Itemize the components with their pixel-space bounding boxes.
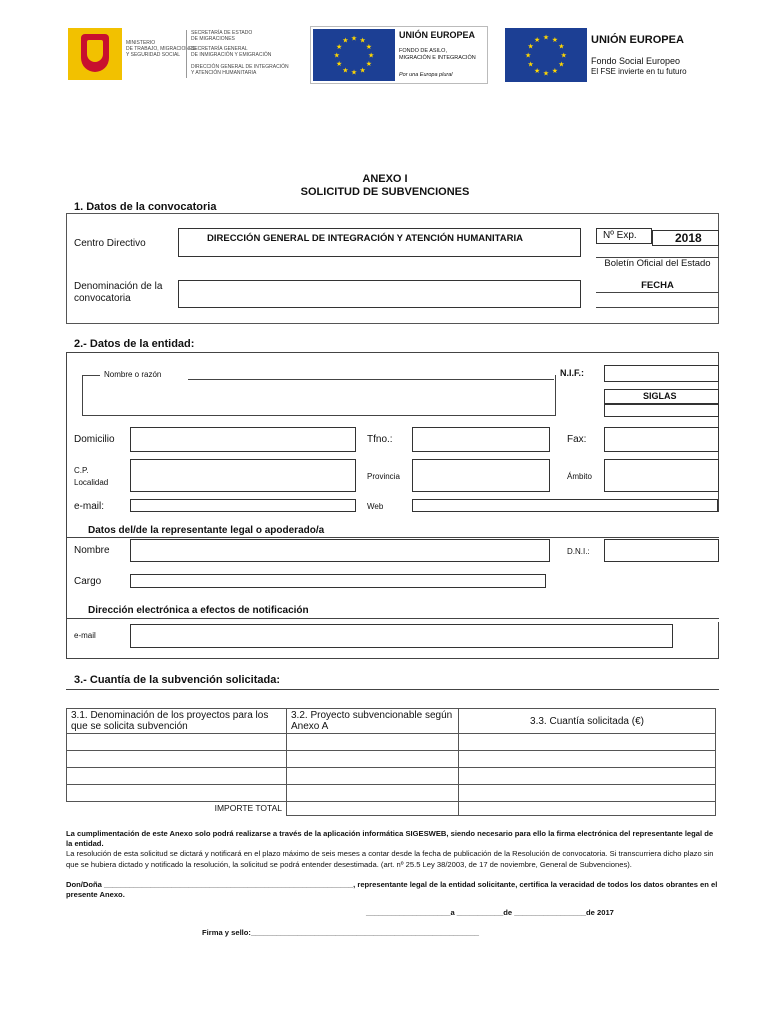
- secretariat-line: Y ATENCIÓN HUMANITARIA: [191, 70, 257, 76]
- ministry-line: Y SEGURIDAD SOCIAL: [126, 52, 181, 58]
- fax-label: Fax:: [567, 434, 587, 445]
- eu-star-icon: ★: [335, 61, 343, 69]
- dni-label: D.N.I.:: [567, 547, 590, 556]
- certification-text: Don/Doña ___________________________________________________________, representante legal de la entidad solicitante, certifica la veracidad de todos los datos obrantes en el presente Anexo.: [66, 879, 718, 900]
- nif-field[interactable]: [604, 365, 719, 382]
- notif-email-label: e-mail: [74, 631, 96, 640]
- eu-star-icon: ★: [365, 43, 373, 51]
- eu-star-icon: ★: [551, 37, 559, 45]
- eu-star-icon: ★: [560, 52, 567, 60]
- localidad-label: Localidad: [74, 478, 109, 487]
- eu-title: UNIÓN EUROPEA: [591, 34, 684, 46]
- secretariat-line: SECRETARÍA DE ESTADO: [191, 30, 253, 36]
- eu-star-icon: ★: [525, 52, 532, 60]
- dni-field[interactable]: [604, 539, 719, 562]
- eu-star-icon: ★: [365, 61, 373, 69]
- nombre-razon-label: Nombre o razón: [104, 370, 162, 379]
- eu-star-icon: ★: [342, 37, 349, 45]
- boletin-label: Boletín Oficial del Estado: [604, 258, 711, 269]
- nombre-razon-field[interactable]: [82, 375, 556, 416]
- col-projects-header: 3.1. Denominación de los proyectos para los que se solicita subvención: [67, 709, 287, 734]
- domicilio-field[interactable]: [130, 427, 356, 452]
- eu-flag-icon: [505, 28, 587, 82]
- eu-star-icon: ★: [350, 35, 358, 43]
- nif-label: N.I.F.:: [560, 368, 584, 378]
- cp-label: C.P.: [74, 466, 89, 475]
- eu-star-icon: ★: [359, 37, 366, 45]
- table-row[interactable]: [67, 751, 716, 768]
- eu-flag-icon: [313, 29, 395, 81]
- eu-star-icon: ★: [333, 52, 340, 60]
- centro-directivo-value: DIRECCIÓN GENERAL DE INTEGRACIÓN Y ATENCIÓN HUMANITARIA: [207, 233, 523, 244]
- ambito-label: Ámbito: [567, 472, 592, 481]
- denominacion-label: Denominación de la convocatoria: [74, 281, 163, 304]
- eu-star-icon: ★: [527, 43, 534, 51]
- section-2-heading: 2.- Datos de la entidad:: [74, 338, 195, 350]
- eu-star-icon: ★: [533, 37, 541, 45]
- table-row[interactable]: [67, 785, 716, 802]
- tfno-field[interactable]: [412, 427, 550, 452]
- eu-star-icon: ★: [359, 67, 366, 75]
- section-3-heading: 3.- Cuantía de la subvención solicitada:: [74, 674, 280, 686]
- annex-title: ANEXO I: [362, 173, 408, 185]
- eu-star-icon: ★: [542, 70, 550, 78]
- cargo-label: Cargo: [74, 576, 102, 587]
- section-1-heading: 1. Datos de la convocatoria: [74, 201, 217, 213]
- fund-name: MIGRACIÓN E INTEGRACIÓN: [399, 55, 476, 61]
- resolution-note: La resolución de esta solicitud se dictará y notificará en el plazo máximo de seis meses a contar desde la fecha de publicación de la Resolución de convocatoria. Si transcurriera dicho plazo sin que se hubiera dictado y notificado la resolución, la solicitud se podrá entender desestimada. (art. nº 25.5 Ley 38/2003, de 17 de noviembre, General de Subvenciones).: [66, 849, 714, 869]
- table-row[interactable]: [67, 734, 716, 751]
- spanish-government-logo: [68, 28, 289, 80]
- siglas-field[interactable]: [604, 404, 719, 417]
- centro-directivo-field[interactable]: [178, 228, 581, 257]
- fund-name: FONDO DE ASILO,: [399, 48, 447, 54]
- eu-star-icon: ★: [551, 67, 559, 75]
- fecha-label: FECHA: [641, 280, 674, 291]
- web-field[interactable]: [412, 499, 718, 512]
- col-amount-header: 3.3. Cuantía solicitada (€): [459, 709, 716, 734]
- domicilio-label: Domicilio: [74, 434, 115, 445]
- siglas-label: SIGLAS: [643, 391, 677, 401]
- eu-amif-logo: [310, 26, 488, 84]
- notification-heading: Dirección electrónica a efectos de notificación: [88, 605, 309, 616]
- ministry-line: DE TRABAJO, MIGRACIONES: [126, 46, 196, 52]
- denominacion-field[interactable]: [178, 280, 581, 308]
- eu-star-icon: ★: [342, 67, 349, 75]
- provincia-field[interactable]: [412, 459, 550, 492]
- eu-star-icon: ★: [542, 34, 550, 42]
- eu-star-icon: ★: [558, 61, 565, 69]
- exp-year-field[interactable]: [652, 230, 719, 246]
- provincia-label: Provincia: [367, 472, 400, 481]
- cp-localidad-field[interactable]: [130, 459, 356, 492]
- secretariat-line: SECRETARÍA GENERAL: [191, 46, 248, 52]
- ambito-field[interactable]: [604, 459, 719, 492]
- representative-heading: Datos del/de la representante legal o apoderado/a: [88, 525, 325, 536]
- email-label: e-mail:: [74, 501, 105, 512]
- notif-email-field[interactable]: [130, 624, 673, 648]
- exp-number-label-box: [596, 228, 652, 244]
- eu-title: UNIÓN EUROPEA: [399, 30, 476, 40]
- coat-of-arms-icon: [68, 28, 122, 80]
- exp-number-label: Nº Exp.: [603, 230, 637, 241]
- signature-line[interactable]: Firma y sello:______________________________________________________: [202, 928, 480, 937]
- eu-star-icon: ★: [533, 67, 541, 75]
- rep-nombre-label: Nombre: [74, 545, 110, 556]
- eu-star-icon: ★: [350, 69, 358, 77]
- ministry-line: MINISTERIO: [126, 40, 156, 46]
- centro-directivo-label: Centro Directivo: [74, 238, 146, 249]
- eu-star-icon: ★: [368, 52, 375, 60]
- cargo-field[interactable]: [130, 574, 546, 588]
- total-label: IMPORTE TOTAL: [214, 803, 282, 813]
- email-field[interactable]: [130, 499, 356, 512]
- date-line[interactable]: ____________________a ___________de _________________de 2017: [366, 908, 614, 917]
- secretariat-line: DE MIGRACIONES: [191, 36, 235, 42]
- siglas-label-box: [604, 389, 719, 404]
- eu-star-icon: ★: [335, 43, 343, 51]
- exp-year-value: 2018: [675, 231, 702, 245]
- sigesweb-note: La cumplimentación de este Anexo solo podrá realizarse a través de la aplicación informática SIGESWEB, siendo necesario para ello la firma electrónica del representante legal de la entidad.: [66, 829, 714, 849]
- rep-nombre-field[interactable]: [130, 539, 550, 562]
- tfno-label: Tfno.:: [367, 434, 393, 445]
- total-amount-field[interactable]: [459, 802, 716, 816]
- eu-esf-logo: [505, 28, 705, 82]
- document-title: SOLICITUD DE SUBVENCIONES: [300, 186, 470, 198]
- fax-field[interactable]: [604, 427, 719, 452]
- eu-star-icon: ★: [527, 61, 534, 69]
- fund-motto: El FSE invierte en tu futuro: [591, 67, 687, 76]
- projects-table: [66, 708, 716, 816]
- legal-notes: [66, 829, 718, 900]
- total-row: [67, 802, 716, 816]
- col-eligible-header: 3.2. Proyecto subvencionable según Anexo A: [287, 709, 459, 734]
- secretariat-line: DIRECCIÓN GENERAL DE INTEGRACIÓN: [191, 64, 289, 70]
- table-row[interactable]: [67, 768, 716, 785]
- eu-star-icon: ★: [558, 43, 565, 51]
- fund-name: Fondo Social Europeo: [591, 56, 681, 66]
- fund-motto: Por una Europa plural: [399, 72, 453, 78]
- secretariat-line: DE INMIGRACIÓN Y EMIGRACIÓN: [191, 52, 272, 58]
- web-label: Web: [367, 502, 384, 511]
